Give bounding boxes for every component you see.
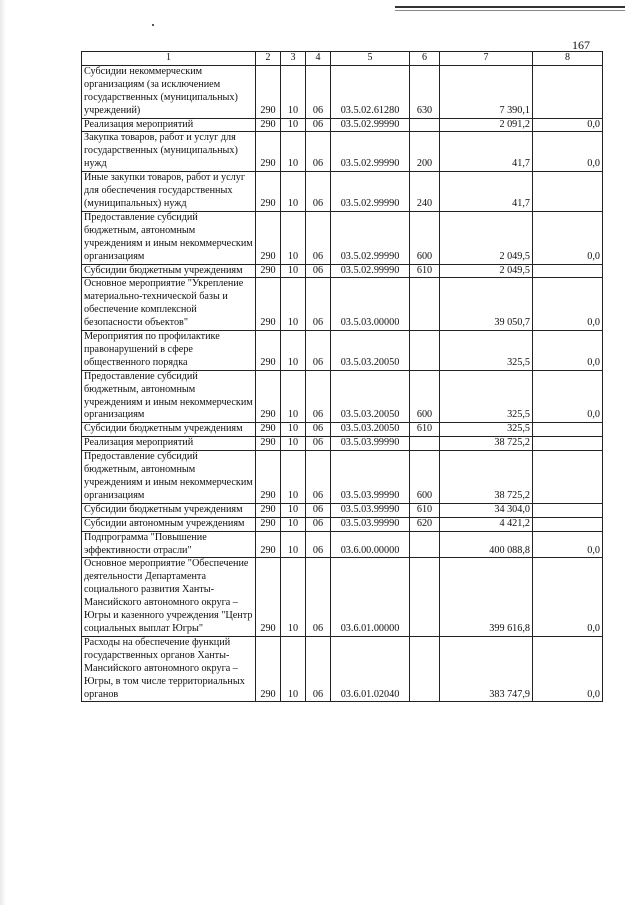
subsection-code-cell: 06 bbox=[306, 278, 331, 331]
subsection-code-cell: 06 bbox=[306, 370, 331, 423]
target-article-cell: 03.5.02.61280 bbox=[331, 65, 410, 118]
page-number: 167 bbox=[572, 38, 590, 52]
ministry-code-cell: 290 bbox=[256, 451, 281, 504]
federal-amount-cell bbox=[533, 437, 603, 451]
amount-cell: 39 050,7 bbox=[440, 278, 533, 331]
federal-amount-cell: 0,0 bbox=[533, 278, 603, 331]
federal-amount-cell: 0,0 bbox=[533, 118, 603, 132]
federal-amount-cell bbox=[533, 65, 603, 118]
expense-type-cell bbox=[410, 636, 440, 702]
amount-cell: 2 049,5 bbox=[440, 211, 533, 264]
amount-cell: 38 725,2 bbox=[440, 437, 533, 451]
target-article-cell: 03.5.03.99990 bbox=[331, 437, 410, 451]
federal-amount-cell: 0,0 bbox=[533, 558, 603, 636]
ministry-code-cell: 290 bbox=[256, 132, 281, 172]
section-code-cell: 10 bbox=[281, 503, 306, 517]
table-row bbox=[82, 331, 603, 371]
section-code-cell: 10 bbox=[281, 264, 306, 278]
expense-type-cell: 600 bbox=[410, 451, 440, 504]
column-header: 1 bbox=[82, 52, 256, 66]
row-name-cell: Субсидии автономным учреждениям bbox=[82, 517, 256, 531]
section-code-cell: 10 bbox=[281, 531, 306, 558]
federal-amount-cell bbox=[533, 517, 603, 531]
row-name-cell: Субсидии некоммерческим организациям (за исключением государственных (муниципальных) учреждений) bbox=[82, 65, 256, 118]
target-article-cell: 03.6.01.02040 bbox=[331, 636, 410, 702]
federal-amount-cell: 0,0 bbox=[533, 531, 603, 558]
section-code-cell: 10 bbox=[281, 65, 306, 118]
section-code-cell: 10 bbox=[281, 423, 306, 437]
column-header: 3 bbox=[281, 52, 306, 66]
amount-cell: 383 747,9 bbox=[440, 636, 533, 702]
row-name-cell: Предоставление субсидий бюджетным, автономным учреждениям и иным некоммерческим организациям bbox=[82, 451, 256, 504]
ministry-code-cell: 290 bbox=[256, 211, 281, 264]
federal-amount-cell bbox=[533, 451, 603, 504]
expense-type-cell: 600 bbox=[410, 211, 440, 264]
row-name-cell: Основное мероприятие "Обеспечение деятельности Департамента социального развития Ханты-Мансийского автономного округа – Югры и казенного учреждения "Центр социальных выплат Югры" bbox=[82, 558, 256, 636]
section-code-cell: 10 bbox=[281, 331, 306, 371]
row-name-cell: Иные закупки товаров, работ и услуг для обеспечения государственных (муниципальных) нужд bbox=[82, 172, 256, 212]
target-article-cell: 03.5.03.20050 bbox=[331, 331, 410, 371]
amount-cell: 4 421,2 bbox=[440, 517, 533, 531]
subsection-code-cell: 06 bbox=[306, 636, 331, 702]
table-row bbox=[82, 558, 603, 636]
target-article-cell: 03.5.03.20050 bbox=[331, 423, 410, 437]
table-row bbox=[82, 517, 603, 531]
expense-type-cell: 240 bbox=[410, 172, 440, 212]
expense-type-cell: 620 bbox=[410, 517, 440, 531]
table-row bbox=[82, 132, 603, 172]
target-article-cell: 03.5.02.99990 bbox=[331, 211, 410, 264]
table-row bbox=[82, 423, 603, 437]
expense-type-cell bbox=[410, 278, 440, 331]
row-name-cell: Реализация мероприятий bbox=[82, 118, 256, 132]
ministry-code-cell: 290 bbox=[256, 636, 281, 702]
table-row bbox=[82, 65, 603, 118]
amount-cell: 325,5 bbox=[440, 423, 533, 437]
federal-amount-cell bbox=[533, 503, 603, 517]
column-header: 2 bbox=[256, 52, 281, 66]
federal-amount-cell bbox=[533, 264, 603, 278]
section-code-cell: 10 bbox=[281, 558, 306, 636]
ministry-code-cell: 290 bbox=[256, 118, 281, 132]
table-row bbox=[82, 172, 603, 212]
row-name-cell: Субсидии бюджетным учреждениям bbox=[82, 503, 256, 517]
subsection-code-cell: 06 bbox=[306, 558, 331, 636]
amount-cell: 325,5 bbox=[440, 331, 533, 371]
target-article-cell: 03.5.02.99990 bbox=[331, 132, 410, 172]
row-name-cell: Мероприятия по профилактике правонарушений в сфере общественного порядка bbox=[82, 331, 256, 371]
column-header: 5 bbox=[331, 52, 410, 66]
amount-cell: 325,5 bbox=[440, 370, 533, 423]
expense-type-cell bbox=[410, 558, 440, 636]
expense-type-cell bbox=[410, 118, 440, 132]
expense-type-cell bbox=[410, 331, 440, 371]
scan-speck bbox=[152, 24, 154, 26]
ministry-code-cell: 290 bbox=[256, 370, 281, 423]
subsection-code-cell: 06 bbox=[306, 517, 331, 531]
ministry-code-cell: 290 bbox=[256, 558, 281, 636]
table-row bbox=[82, 503, 603, 517]
federal-amount-cell: 0,0 bbox=[533, 331, 603, 371]
amount-cell: 34 304,0 bbox=[440, 503, 533, 517]
expense-type-cell: 610 bbox=[410, 503, 440, 517]
table-row bbox=[82, 531, 603, 558]
amount-cell: 41,7 bbox=[440, 172, 533, 212]
subsection-code-cell: 06 bbox=[306, 118, 331, 132]
federal-amount-cell: 0,0 bbox=[533, 636, 603, 702]
table-row bbox=[82, 264, 603, 278]
subsection-code-cell: 06 bbox=[306, 331, 331, 371]
row-name-cell: Закупка товаров, работ и услуг для государственных (муниципальных) нужд bbox=[82, 132, 256, 172]
section-code-cell: 10 bbox=[281, 172, 306, 212]
row-name-cell: Предоставление субсидий бюджетным, автономным учреждениям и иным некоммерческим организациям bbox=[82, 211, 256, 264]
amount-cell: 38 725,2 bbox=[440, 451, 533, 504]
target-article-cell: 03.5.02.99990 bbox=[331, 118, 410, 132]
subsection-code-cell: 06 bbox=[306, 503, 331, 517]
row-name-cell: Реализация мероприятий bbox=[82, 437, 256, 451]
ministry-code-cell: 290 bbox=[256, 437, 281, 451]
row-name-cell: Предоставление субсидий бюджетным, автономным учреждениям и иным некоммерческим организациям bbox=[82, 370, 256, 423]
federal-amount-cell: 0,0 bbox=[533, 370, 603, 423]
federal-amount-cell: 0,0 bbox=[533, 211, 603, 264]
section-code-cell: 10 bbox=[281, 118, 306, 132]
subsection-code-cell: 06 bbox=[306, 423, 331, 437]
amount-cell: 41,7 bbox=[440, 132, 533, 172]
table-header-row bbox=[82, 52, 603, 66]
ministry-code-cell: 290 bbox=[256, 531, 281, 558]
ministry-code-cell: 290 bbox=[256, 517, 281, 531]
row-name-cell: Субсидии бюджетным учреждениям bbox=[82, 423, 256, 437]
amount-cell: 7 390,1 bbox=[440, 65, 533, 118]
header-rule-thin bbox=[395, 10, 625, 11]
subsection-code-cell: 06 bbox=[306, 172, 331, 212]
target-article-cell: 03.5.03.99990 bbox=[331, 503, 410, 517]
table-row bbox=[82, 437, 603, 451]
row-name-cell: Расходы на обеспечение функций государственных органов Ханты-Мансийского автономного округа – Югры, в том числе территориальных органов bbox=[82, 636, 256, 702]
expense-type-cell: 600 bbox=[410, 370, 440, 423]
column-header: 4 bbox=[306, 52, 331, 66]
row-name-cell: Подпрограмма "Повышение эффективности отрасли" bbox=[82, 531, 256, 558]
expense-type-cell: 610 bbox=[410, 264, 440, 278]
subsection-code-cell: 06 bbox=[306, 264, 331, 278]
target-article-cell: 03.5.02.99990 bbox=[331, 172, 410, 212]
ministry-code-cell: 290 bbox=[256, 503, 281, 517]
table-row bbox=[82, 370, 603, 423]
section-code-cell: 10 bbox=[281, 370, 306, 423]
ministry-code-cell: 290 bbox=[256, 65, 281, 118]
subsection-code-cell: 06 bbox=[306, 531, 331, 558]
target-article-cell: 03.6.01.00000 bbox=[331, 558, 410, 636]
column-header: 6 bbox=[410, 52, 440, 66]
subsection-code-cell: 06 bbox=[306, 132, 331, 172]
section-code-cell: 10 bbox=[281, 636, 306, 702]
section-code-cell: 10 bbox=[281, 278, 306, 331]
table-row bbox=[82, 451, 603, 504]
section-code-cell: 10 bbox=[281, 451, 306, 504]
table-row bbox=[82, 636, 603, 702]
scan-shadow bbox=[0, 0, 6, 905]
federal-amount-cell bbox=[533, 423, 603, 437]
subsection-code-cell: 06 bbox=[306, 65, 331, 118]
expense-type-cell bbox=[410, 531, 440, 558]
target-article-cell: 03.5.03.99990 bbox=[331, 517, 410, 531]
ministry-code-cell: 290 bbox=[256, 278, 281, 331]
section-code-cell: 10 bbox=[281, 517, 306, 531]
table-row bbox=[82, 278, 603, 331]
expense-type-cell bbox=[410, 437, 440, 451]
ministry-code-cell: 290 bbox=[256, 264, 281, 278]
section-code-cell: 10 bbox=[281, 437, 306, 451]
column-header: 7 bbox=[440, 52, 533, 66]
ministry-code-cell: 290 bbox=[256, 423, 281, 437]
target-article-cell: 03.5.03.99990 bbox=[331, 451, 410, 504]
amount-cell: 2 091,2 bbox=[440, 118, 533, 132]
table-row bbox=[82, 211, 603, 264]
ministry-code-cell: 290 bbox=[256, 331, 281, 371]
target-article-cell: 03.5.02.99990 bbox=[331, 264, 410, 278]
table-row bbox=[82, 118, 603, 132]
header-rule bbox=[395, 6, 625, 8]
amount-cell: 399 616,8 bbox=[440, 558, 533, 636]
budget-table bbox=[81, 51, 603, 702]
table-body bbox=[82, 52, 603, 702]
target-article-cell: 03.5.03.00000 bbox=[331, 278, 410, 331]
ministry-code-cell: 290 bbox=[256, 172, 281, 212]
federal-amount-cell bbox=[533, 172, 603, 212]
column-header: 8 bbox=[533, 52, 603, 66]
amount-cell: 400 088,8 bbox=[440, 531, 533, 558]
amount-cell: 2 049,5 bbox=[440, 264, 533, 278]
subsection-code-cell: 06 bbox=[306, 437, 331, 451]
expense-type-cell: 630 bbox=[410, 65, 440, 118]
section-code-cell: 10 bbox=[281, 211, 306, 264]
row-name-cell: Субсидии бюджетным учреждениям bbox=[82, 264, 256, 278]
subsection-code-cell: 06 bbox=[306, 211, 331, 264]
target-article-cell: 03.5.03.20050 bbox=[331, 370, 410, 423]
row-name-cell: Основное мероприятие "Укрепление материально-технической базы и обеспечение комплексной безопасности объектов" bbox=[82, 278, 256, 331]
expense-type-cell: 200 bbox=[410, 132, 440, 172]
section-code-cell: 10 bbox=[281, 132, 306, 172]
expense-type-cell: 610 bbox=[410, 423, 440, 437]
target-article-cell: 03.6.00.00000 bbox=[331, 531, 410, 558]
federal-amount-cell: 0,0 bbox=[533, 132, 603, 172]
subsection-code-cell: 06 bbox=[306, 451, 331, 504]
